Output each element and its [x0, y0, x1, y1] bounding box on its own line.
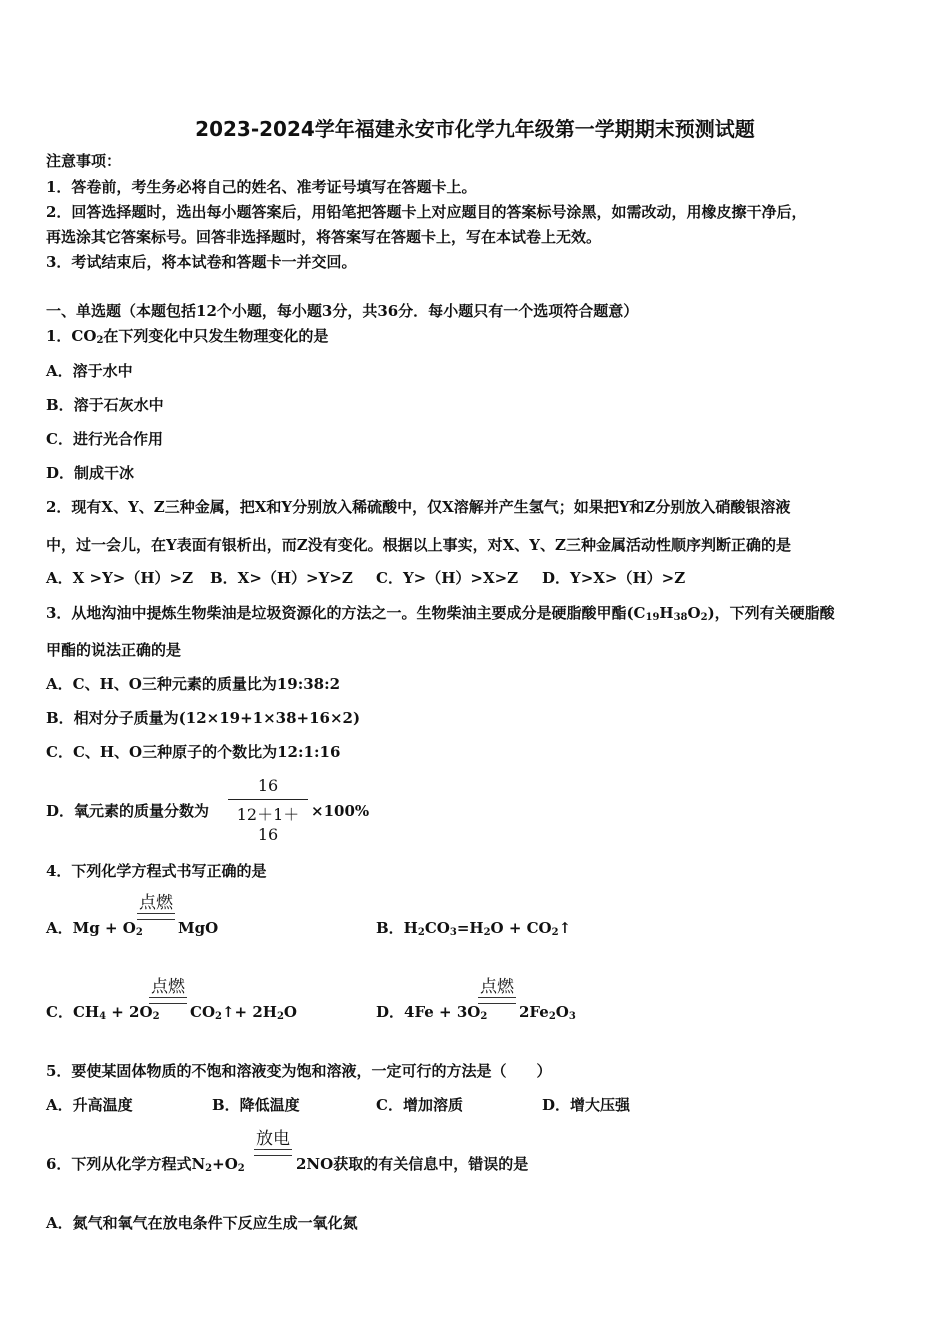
- double-equals-sign: [478, 997, 516, 1004]
- notice-item-3: 3．考试结束后，将本试卷和答题卡一并交回。: [46, 253, 357, 271]
- notice-item-2-line-2: 再选涂其它答案标号。回答非选择题时，将答案写在答题卡上，写在本试卷上无效。: [46, 228, 602, 246]
- question-2-option-c: C．Y>（H）>X>Z: [376, 569, 519, 587]
- question-3-option-d-suffix: ×100%: [311, 802, 370, 820]
- notice-item-2-line-1: 2．回答选择题时，选出每小题答案后，用铅笔把答题卡上对应题目的答案标号涂黑，如需改动，用橡皮擦干净后，: [46, 203, 807, 221]
- reaction-condition-label: 点燃: [480, 977, 514, 997]
- question-4-option-a-reactants: A．$Mg + O_2$: [46, 919, 143, 938]
- fraction-numerator: 16: [257, 776, 279, 795]
- notice-heading: 注意事项：: [46, 152, 122, 170]
- question-4-option-c-reactants: C．$CH_4 + 2O_2$: [46, 1003, 160, 1022]
- question-2-option-d: D．Y>X>（H）>Z: [542, 569, 686, 587]
- question-3-stem-line-1: 3．从地沟油中提炼生物柴油是垃圾资源化的方法之一。生物柴油主要成分是硬脂酸甲酯$(C_{19}H_{38}O_2)$，下列有关硬脂酸: [46, 604, 835, 623]
- question-5-stem: 5．要使某固体物质的不饱和溶液变为饱和溶液，一定可行的方法是（ ）: [46, 1062, 552, 1080]
- question-3-option-a: A．C、H、O三种元素的质量比为19:38:2: [46, 675, 341, 693]
- question-3-option-d-prefix: D．氧元素的质量分数为: [46, 802, 210, 820]
- question-4-option-b: B．$H_2CO_3=H_2O$ + $CO_2↑$: [376, 919, 572, 938]
- question-5-option-c: C．增加溶质: [376, 1096, 463, 1114]
- question-4-option-d-reactants: D．$4Fe + 3O_2$: [376, 1003, 488, 1022]
- question-4-option-d-product: $2Fe_2O_3$: [519, 1003, 576, 1022]
- question-5-option-d: D．增大压强: [542, 1096, 631, 1114]
- notice-item-1: 1．答卷前，考生务必将自己的姓名、准考证号填写在答题卡上。: [46, 178, 477, 196]
- question-1-option-d: D．制成干冰: [46, 464, 135, 482]
- question-3-option-b: B．相对分子质量为(12×19+1×38+16×2): [46, 709, 361, 727]
- reaction-condition-label: 放电: [256, 1129, 290, 1149]
- question-3-stem-line-2: 甲酯的说法正确的是: [46, 641, 182, 659]
- question-2-stem-line-2: 中，过一会儿，在Y表面有银析出，而Z没有变化。根据以上事实，对X、Y、Z三种金属活动性顺序判断正确的是: [46, 536, 791, 554]
- question-4-option-a-product: MgO: [178, 919, 219, 937]
- question-1-option-b: B．溶于石灰水中: [46, 396, 164, 414]
- reaction-condition-label: 点燃: [139, 893, 173, 913]
- question-2-stem-line-1: 2．现有X、Y、Z三种金属，把X和Y分别放入稀硫酸中，仅X溶解并产生氢气；如果把Y和Z分别放入硝酸银溶液: [46, 498, 791, 516]
- page-title: 2023-2024学年福建永安市化学九年级第一学期期末预测试题: [195, 117, 755, 141]
- question-1-option-c: C．进行光合作用: [46, 430, 163, 448]
- double-equals-sign: [137, 913, 175, 920]
- question-4-option-c-products: $CO_2↑+ 2H_2O$: [190, 1003, 297, 1022]
- question-2-option-b: B．X>（H）>Y>Z: [210, 569, 353, 587]
- question-1-option-a: A．溶于水中: [46, 362, 133, 380]
- reaction-condition-label: 点燃: [151, 977, 185, 997]
- double-equals-sign: [149, 997, 187, 1004]
- question-6-stem-prefix: 6．下列从化学方程式$N_2+O_2$: [46, 1155, 245, 1174]
- question-6-option-a: A．氮气和氧气在放电条件下反应生成一氧化氮: [46, 1214, 358, 1232]
- section-heading: 一、单选题（本题包括12个小题，每小题3分，共36分．每小题只有一个选项符合题意）: [46, 302, 639, 320]
- fraction-bar: [228, 799, 308, 800]
- double-equals-sign: [254, 1149, 292, 1156]
- fraction-denominator: 12＋1＋16: [236, 805, 300, 844]
- question-2-option-a: A．X >Y>（H）>Z: [46, 569, 194, 587]
- question-3-option-c: C．C、H、O三种原子的个数比为12:1:16: [46, 743, 341, 761]
- question-5-option-b: B．降低温度: [212, 1096, 300, 1114]
- question-5-option-a: A．升高温度: [46, 1096, 133, 1114]
- question-6-stem-suffix: 2NO获取的有关信息中，错误的是: [296, 1155, 529, 1173]
- question-4-stem: 4．下列化学方程式书写正确的是: [46, 862, 267, 880]
- question-1-stem: 1．$CO_2$在下列变化中只发生物理变化的是: [46, 327, 329, 346]
